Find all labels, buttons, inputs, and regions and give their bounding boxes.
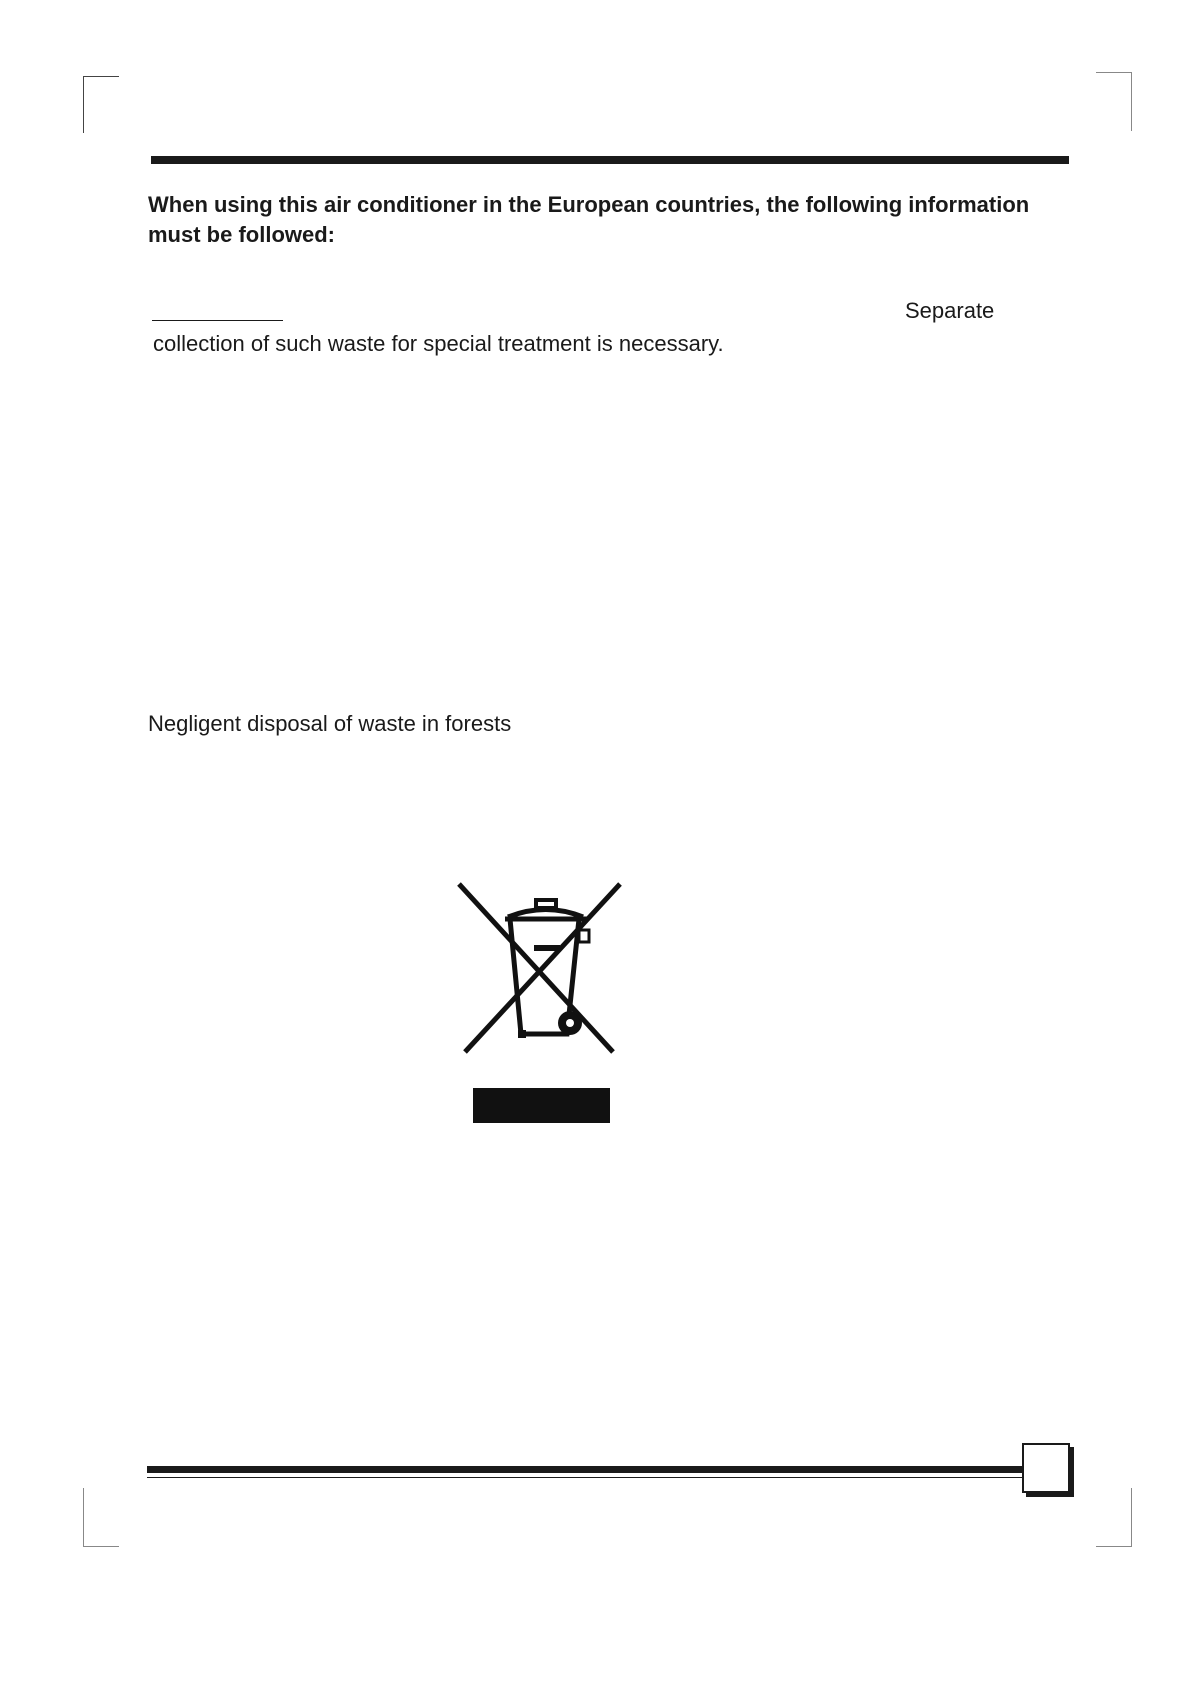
footer-rule [147, 1466, 1027, 1473]
paragraph-1-line-2: collection of such waste for special treatment is necessary. [153, 331, 724, 356]
weee-black-bar [473, 1088, 610, 1123]
header-rule [151, 156, 1069, 164]
crop-mark-top-left [83, 76, 119, 133]
crop-mark-bottom-left [83, 1488, 119, 1547]
paragraph-underline [152, 320, 283, 321]
heading-line-1: When using this air conditioner in the European countries, the following information [148, 192, 1030, 217]
paragraph-2: Negligent disposal of waste in forests [148, 711, 512, 736]
crop-mark-top-right [1096, 72, 1132, 131]
crossed-out-wheelie-bin-icon [455, 880, 625, 1060]
page-heading [148, 190, 1118, 250]
heading-line-2: must be followed: [148, 222, 335, 247]
paragraph-1-fragment: Separate [905, 298, 995, 323]
footer-rule-thin [147, 1477, 1027, 1478]
page-number-box [1022, 1443, 1070, 1493]
crop-mark-bottom-right [1096, 1488, 1132, 1547]
